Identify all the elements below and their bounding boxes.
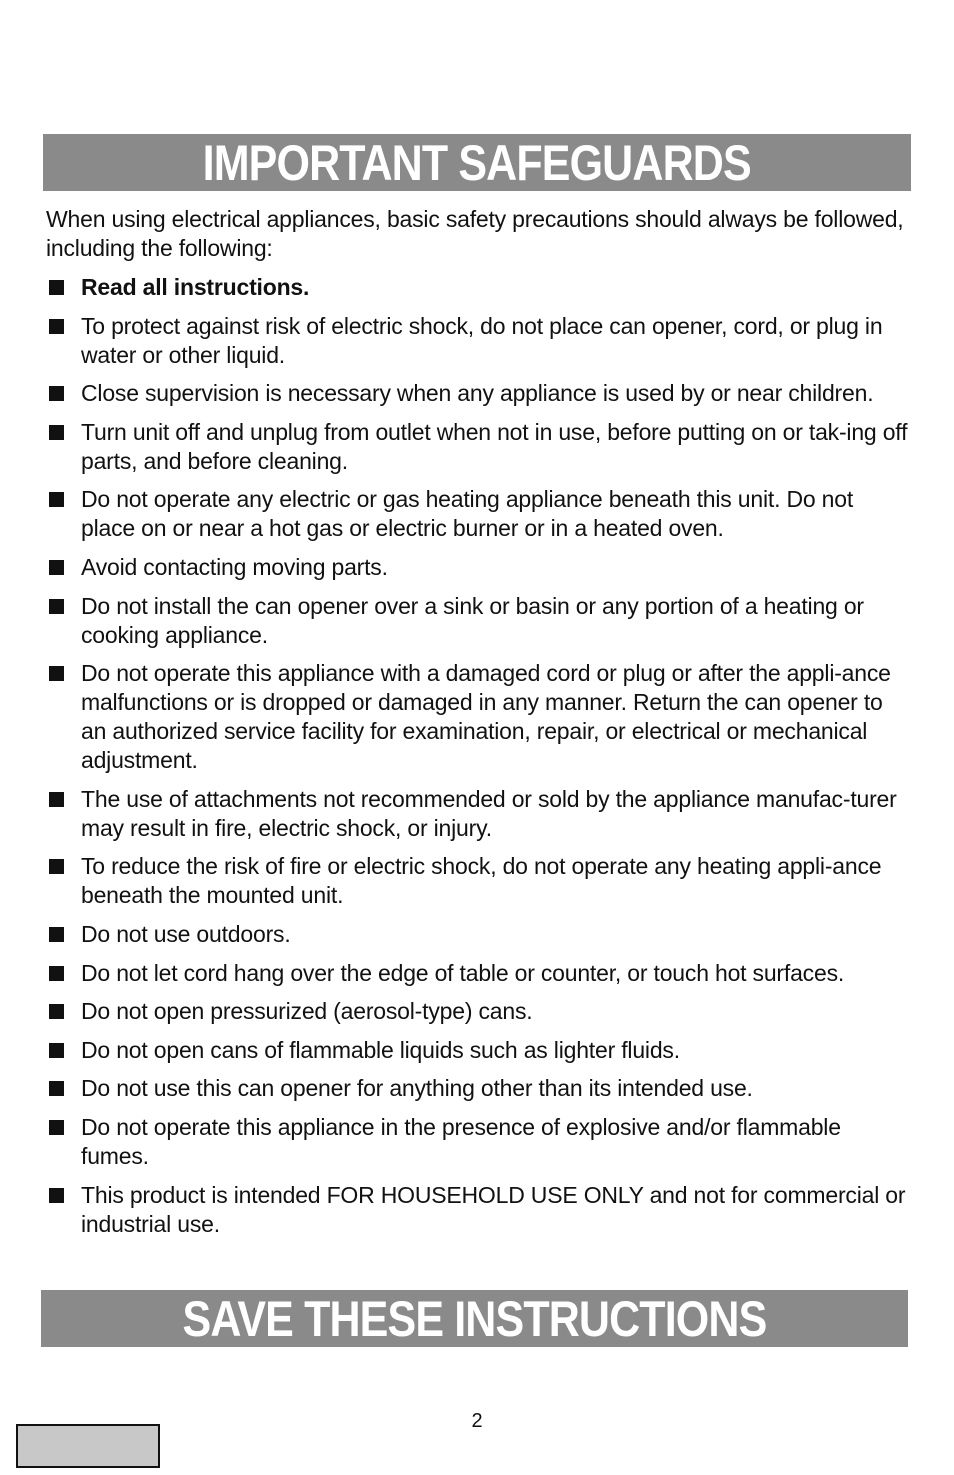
square-bullet-icon	[49, 386, 64, 401]
list-item: This product is intended FOR HOUSEHOLD USE ONLY and not for commercial or industrial use.	[46, 1181, 912, 1239]
square-bullet-icon	[49, 319, 64, 334]
list-item: Do not use outdoors.	[46, 920, 912, 949]
save-instructions-banner	[41, 1290, 908, 1347]
title-banner	[43, 134, 911, 191]
list-item: Read all instructions.	[46, 273, 912, 302]
save-instructions-heading: SAVE THESE INSTRUCTIONS	[182, 1290, 767, 1347]
corner-swatch-box	[16, 1424, 160, 1468]
list-item: Do not operate any electric or gas heating appliance beneath this unit. Do not place on or near a hot gas or electric burner or in a heated oven.	[46, 485, 912, 543]
list-item: To protect against risk of electric shock, do not place can opener, cord, or plug in water or other liquid.	[46, 312, 912, 370]
list-item: The use of attachments not recommended or sold by the appliance manufac-turer may result in fire, electric shock, or injury.	[46, 785, 912, 843]
list-item: Avoid contacting moving parts.	[46, 553, 912, 582]
square-bullet-icon	[49, 1043, 64, 1058]
square-bullet-icon	[49, 492, 64, 507]
square-bullet-icon	[49, 666, 64, 681]
square-bullet-icon	[49, 1004, 64, 1019]
square-bullet-icon	[49, 1081, 64, 1096]
square-bullet-icon	[49, 599, 64, 614]
list-item: Do not open pressurized (aerosol-type) cans.	[46, 997, 912, 1026]
list-item: Do not operate this appliance in the presence of explosive and/or flammable fumes.	[46, 1113, 912, 1171]
square-bullet-icon	[49, 425, 64, 440]
list-item: Do not use this can opener for anything other than its intended use.	[46, 1074, 912, 1103]
list-item: Close supervision is necessary when any appliance is used by or near children.	[46, 379, 912, 408]
square-bullet-icon	[49, 280, 64, 295]
page-title: IMPORTANT SAFEGUARDS	[202, 134, 752, 191]
safeguards-list	[46, 273, 912, 1248]
square-bullet-icon	[49, 1120, 64, 1135]
list-item: Do not open cans of flammable liquids such as lighter fluids.	[46, 1036, 912, 1065]
list-item: Turn unit off and unplug from outlet when not in use, before putting on or tak-ing off parts, and before cleaning.	[46, 418, 912, 476]
list-item: Do not install the can opener over a sink or basin or any portion of a heating or cooking appliance.	[46, 592, 912, 650]
square-bullet-icon	[49, 560, 64, 575]
list-item: Do not let cord hang over the edge of table or counter, or touch hot surfaces.	[46, 959, 912, 988]
square-bullet-icon	[49, 966, 64, 981]
square-bullet-icon	[49, 927, 64, 942]
page-number: 2	[471, 1410, 483, 1432]
intro-paragraph: When using electrical appliances, basic safety precautions should always be followed, including the following:	[46, 206, 904, 261]
square-bullet-icon	[49, 792, 64, 807]
square-bullet-icon	[49, 1188, 64, 1203]
list-item: Do not operate this appliance with a damaged cord or plug or after the appli-ance malfunctions or is dropped or damaged in any manner. Return the can opener to an authorized service facility for examination, repair, or electrical or mechanical adjustment.	[46, 659, 912, 775]
list-item: To reduce the risk of fire or electric shock, do not operate any heating appli-ance beneath the mounted unit.	[46, 852, 912, 910]
square-bullet-icon	[49, 859, 64, 874]
